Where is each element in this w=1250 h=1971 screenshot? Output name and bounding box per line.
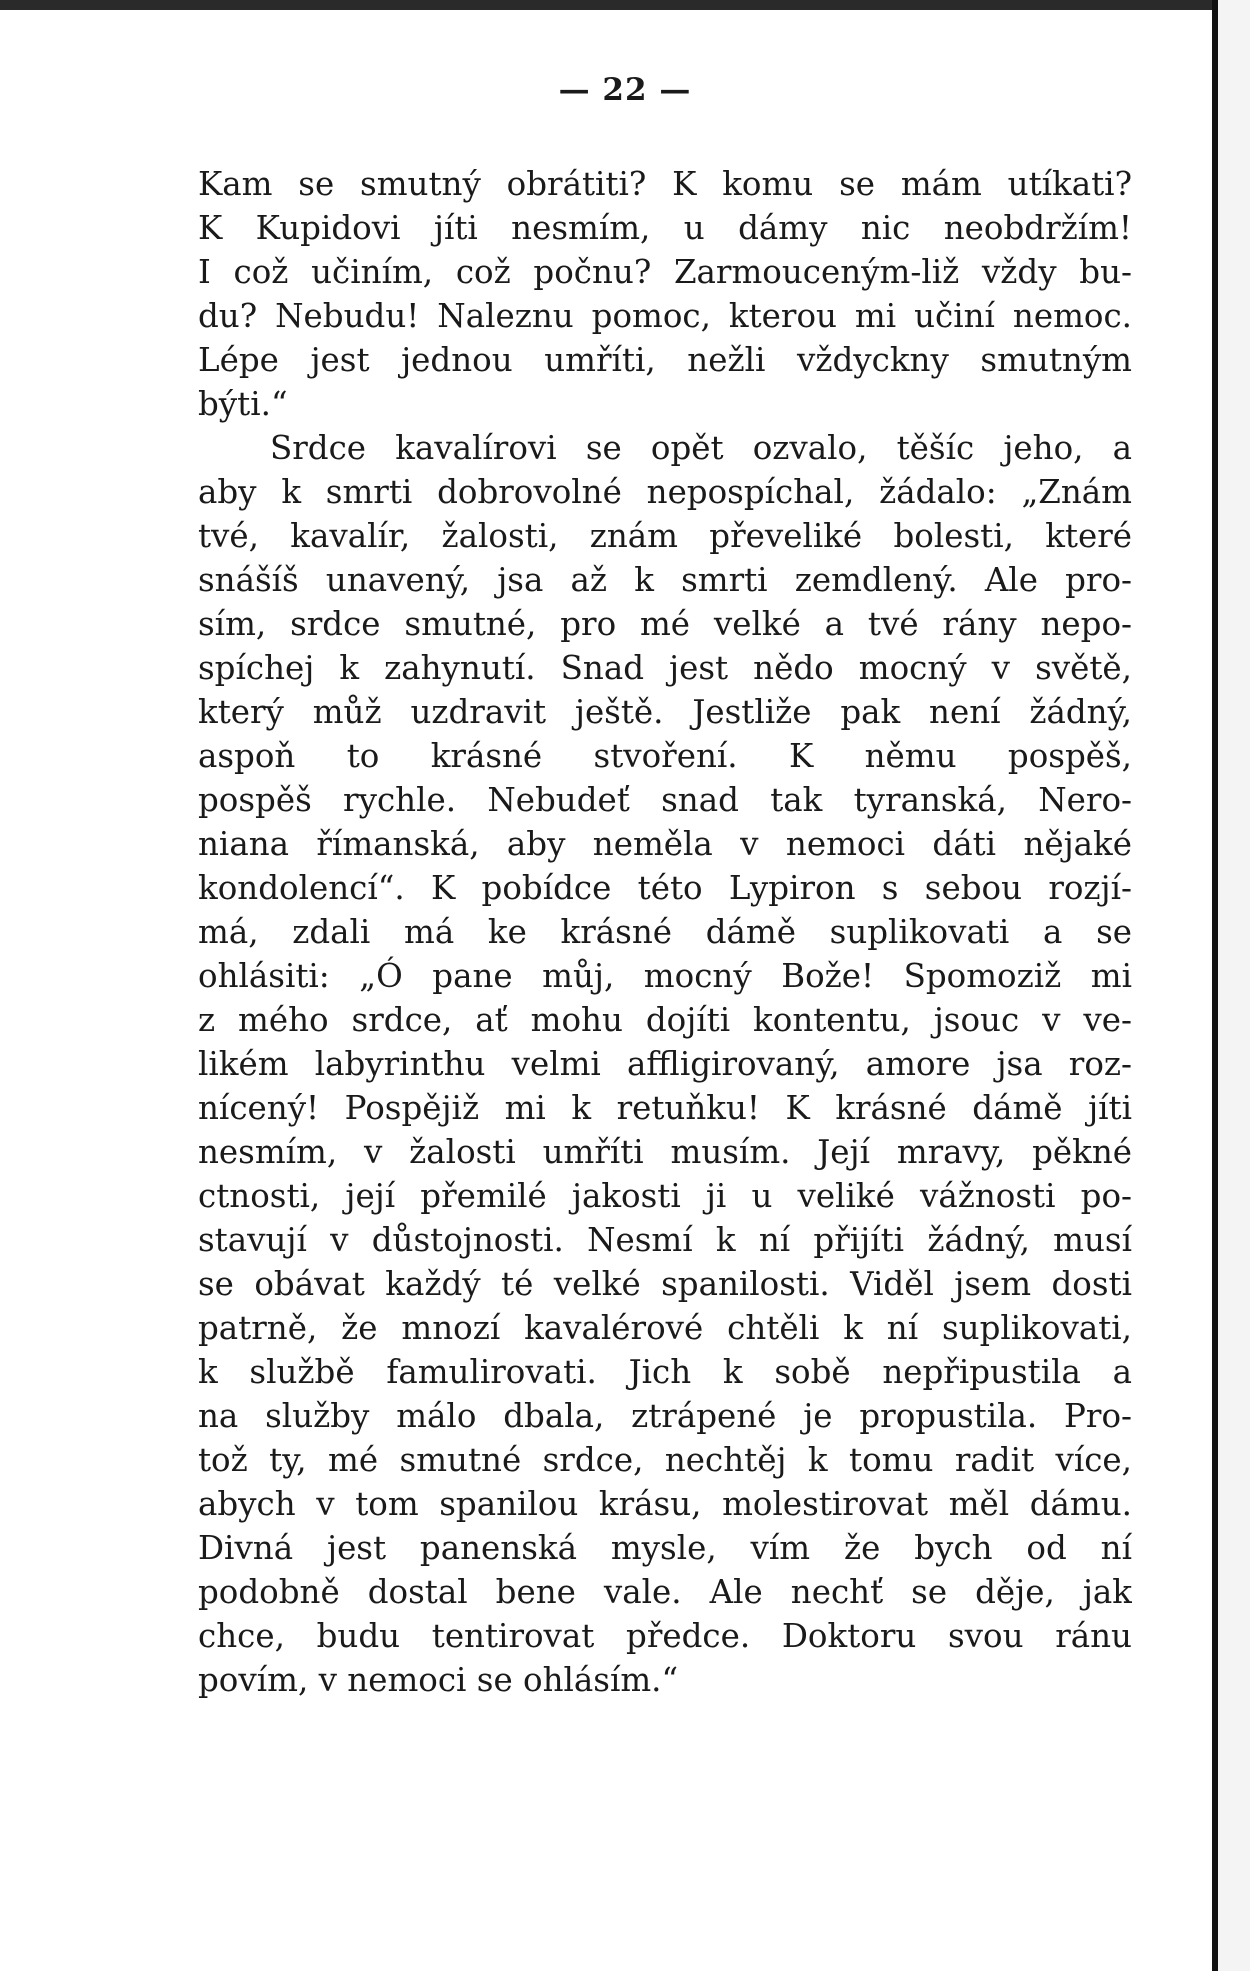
text-line: povím, v nemoci se ohlásím.“ bbox=[198, 1661, 679, 1699]
text-line: kondolencí“. K pobídce této Lypiron s sebou rozjí- bbox=[198, 869, 1132, 907]
text-line: k službě famulirovati. Jich k sobě nepřipustila a bbox=[198, 1353, 1132, 1391]
page-number: — 22 — bbox=[558, 72, 692, 108]
text-line: Divná jest panenská mysle, vím že bych od ní bbox=[198, 1529, 1132, 1567]
text-line: Kam se smutný obrátiti? K komu se mám utíkati? bbox=[198, 165, 1132, 203]
text-line: snášíš unavený, jsa až k smrti zemdlený. Ale pro- bbox=[198, 561, 1132, 599]
text-line: z mého srdce, ať mohu dojíti kontentu, jsouc v ve- bbox=[198, 1001, 1132, 1039]
text-line: na služby málo dbala, ztrápené je propustila. Pro- bbox=[198, 1397, 1132, 1435]
text-line: tož ty, mé smutné srdce, nechtěj k tomu radit více, bbox=[198, 1441, 1132, 1479]
page-margin-strip bbox=[1218, 0, 1250, 1971]
text-line: K Kupidovi jíti nesmím, u dámy nic neobdržím! bbox=[198, 209, 1132, 247]
text-line: niana římanská, aby neměla v nemoci dáti nějaké bbox=[198, 825, 1132, 863]
page-top-edge bbox=[0, 0, 1212, 10]
text-line: du? Nebudu! Naleznu pomoc, kterou mi učiní nemoc. bbox=[198, 297, 1132, 335]
text-line: chce, budu tentirovat předce. Doktoru svou ránu bbox=[198, 1617, 1132, 1655]
text-line: spíchej k zahynutí. Snad jest nědo mocný v světě, bbox=[198, 649, 1132, 687]
text-line: stavují v důstojnosti. Nesmí k ní přijíti žádný, musí bbox=[198, 1221, 1132, 1259]
text-line: má, zdali má ke krásné dámě suplikovati a se bbox=[198, 913, 1132, 951]
text-line: Srdce kavalírovi se opět ozvalo, těšíc jeho, a bbox=[270, 429, 1132, 467]
paragraph-1 bbox=[198, 162, 1132, 426]
text-line: který můž uzdravit ještě. Jestliže pak není žádný, bbox=[198, 693, 1132, 731]
text-line: nesmím, v žalosti umříti musím. Její mravy, pěkné bbox=[198, 1133, 1132, 1171]
text-line: pospěš rychle. Nebudeť snad tak tyranská, Nero- bbox=[198, 781, 1132, 819]
text-line: I což učiním, což počnu? Zarmouceným-liž vždy bu- bbox=[198, 253, 1132, 291]
text-line: býti.“ bbox=[198, 385, 288, 423]
text-line: ohlásiti: „Ó pane můj, mocný Bože! Spomoziž mi bbox=[198, 957, 1132, 995]
text-line: nícený! Pospějiž mi k retuňku! K krásné dámě jíti bbox=[198, 1089, 1132, 1127]
text-line: tvé, kavalír, žalosti, znám převeliké bolesti, které bbox=[198, 517, 1132, 555]
text-line: abych v tom spanilou krásu, molestirovat měl dámu. bbox=[198, 1485, 1132, 1523]
text-line: se obávat každý té velké spanilosti. Viděl jsem dosti bbox=[198, 1265, 1132, 1303]
text-line: aby k smrti dobrovolné nepospíchal, žádalo: „Znám bbox=[198, 473, 1132, 511]
text-line: likém labyrinthu velmi affligirovaný, amore jsa roz- bbox=[198, 1045, 1132, 1083]
text-line: aspoň to krásné stvoření. K němu pospěš, bbox=[198, 737, 1132, 775]
text-line: patrně, že mnozí kavalérové chtěli k ní suplikovati, bbox=[198, 1309, 1132, 1347]
body-text bbox=[198, 162, 1132, 1702]
text-line: Lépe jest jednou umříti, nežli vždyckny smutným bbox=[198, 341, 1132, 379]
text-line: sím, srdce smutné, pro mé velké a tvé rány nepo- bbox=[198, 605, 1132, 643]
paragraph-2 bbox=[198, 426, 1132, 1702]
text-line: ctnosti, její přemilé jakosti ji u veliké vážnosti po- bbox=[198, 1177, 1132, 1215]
text-line: podobně dostal bene vale. Ale nechť se děje, jak bbox=[198, 1573, 1132, 1611]
